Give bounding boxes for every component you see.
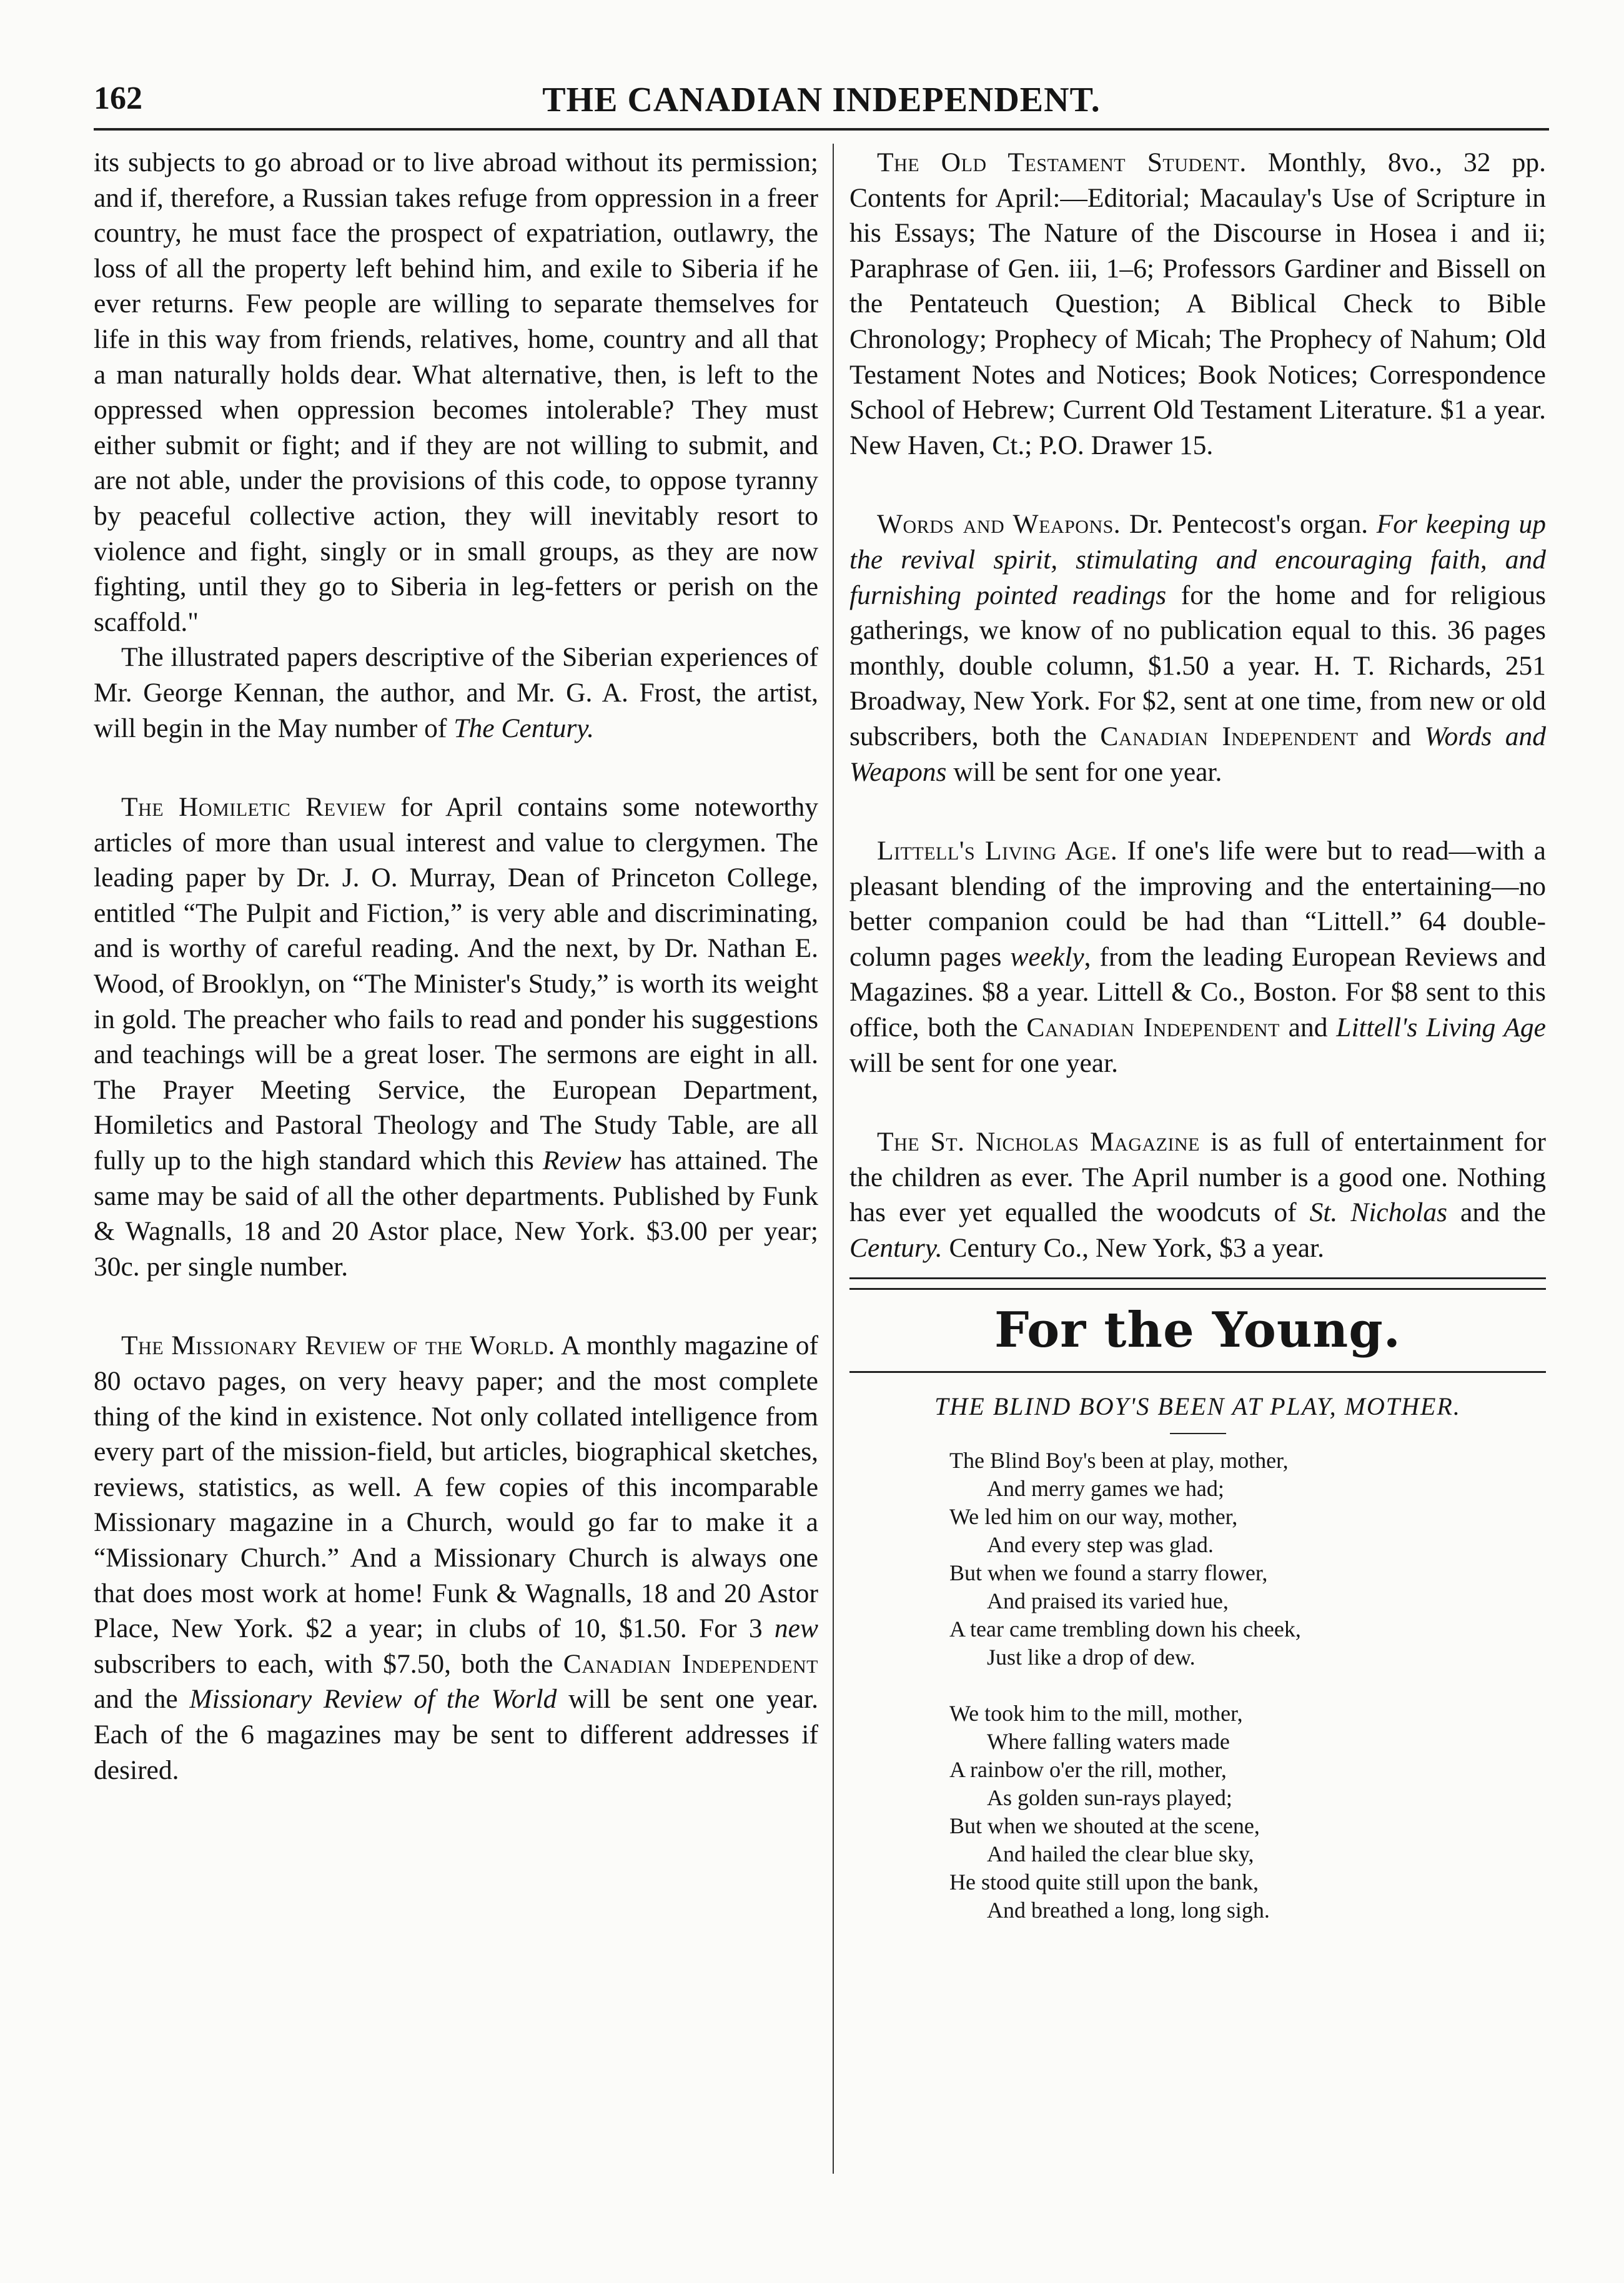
poem-line: The Blind Boy's been at play, mother, (949, 1447, 1289, 1473)
article-continuation: its subjects to go abroad or to live abroad without its permission; and if, therefore, a Russian takes refuge from oppression in a freer country, he must face the prospect of expatriation, outlawry, the loss of all the property left behind him, and exile to Siberia if he ever returns. Few people are willing to separate themselves for life in this way from friends, relatives, home, country and all that a man naturally holds dear. What alternative, then, is left to the oppressed when oppression becomes intolerable? They must either submit or fight; and if they are not willing to submit, and are not able, under the provisions of this code, to oppose tyranny by peaceful collective action, they will inevitably resort to violence and fight, singly or in small groups, as they are now fighting, until they go to Siberia in leg-fetters or perish on the scaffold." (94, 147, 818, 637)
century-notice (94, 640, 818, 746)
missionary-review-notice (94, 1328, 818, 1788)
poem-line: A rainbow o'er the rill, mother, (949, 1756, 1227, 1782)
homiletic-review-title: The Homiletic Review (121, 792, 386, 823)
running-head: THE CANADIAN INDEPENDENT. (542, 81, 1101, 119)
poem-line: And hailed the clear blue sky, (987, 1841, 1254, 1866)
st-nicholas-italic: St. Nicholas (1309, 1197, 1447, 1228)
new-italic: new (774, 1613, 818, 1644)
poem-line: Where falling waters made (987, 1728, 1230, 1754)
missionary-review-text-4: will be sent one year. Each of the 6 magazines may be sent to different addresses if desired. (94, 1684, 818, 1785)
right-column (849, 145, 1546, 1924)
missionary-review-title: The Missionary Review of the World. (121, 1330, 555, 1361)
words-weapons-text-2: for the home and for religious gatherings, we know of no publication equal to this. 36 pages monthly, double column, $1.50 a year. H. T. Richards, 251 Broadway, New York. For $2, sent at one time, from new or old subscribers, both the (849, 580, 1546, 751)
littell-italic-title: Littell's Living Age (1336, 1013, 1546, 1043)
poem-line: And every step was glad. (987, 1532, 1214, 1557)
homiletic-review-text: for April contains some noteworthy articles of more than usual interest and value to clergymen. The leading paper by Dr. J. O. Murray, Dean of Princeton College, entitled “The Pulpit and Fiction,” is very able and discriminating, and is worthy of careful reading. And the next, by Dr. Nathan E. Wood, of Brooklyn, on “The Minister's Study,” is worth its weight in gold. The preacher who fails to read and ponder his suggestions and teachings will be a great loser. The sermons are eight in all. The Prayer Meeting Service, the European Department, Homiletics and Pastoral Theology and The Study Table, are all fully up to the high standard which this (94, 792, 818, 1176)
poem-line: And merry games we had; (987, 1475, 1224, 1501)
st-nicholas-text-2: and the (1447, 1197, 1546, 1228)
poem-line: And praised its varied hue, (987, 1588, 1229, 1613)
missionary-review-text-3: and the (94, 1684, 190, 1715)
century-notice-text: The illustrated papers descriptive of the Siberian experiences of Mr. George Kennan, the author, and Mr. G. A. Frost, the artist, will begin in the May number of (94, 642, 818, 743)
words-weapons-text: Dr. Pentecost's organ. (1121, 509, 1377, 540)
old-testament-notice (849, 145, 1546, 463)
poem-line: And breathed a long, long sigh. (987, 1897, 1270, 1923)
century-italic: Century. (849, 1233, 943, 1264)
st-nicholas-notice (849, 1124, 1546, 1265)
words-weapons-title: Words and Weapons. (877, 509, 1121, 540)
page-header (94, 80, 1549, 124)
review-italic: Review (542, 1146, 621, 1176)
poem-line: We led him on our way, mother, (949, 1503, 1238, 1529)
spacer (849, 463, 1546, 507)
words-weapons-text-3: and (1358, 721, 1425, 751)
homiletic-review-text-end: has attained. The same may be said of all the other departments. Published by Funk & Wagnalls, 18 and 20 Astor place, New York. $3.00 per year; 30c. per single number. (94, 1146, 818, 1282)
words-weapons-notice (849, 507, 1546, 790)
st-nicholas-text-3: Century Co., New York, $3 a year. (942, 1233, 1324, 1264)
poem (849, 1447, 1546, 1924)
missionary-review-text: A monthly magazine of 80 octavo pages, on very heavy paper; and the most complete thing of the kind in existence. Not only collated intelligence from every part of the mission-field, but articles, biographical sketches, reviews, statistics, as well. A few copies of this incomparable Missionary magazine in a Church, would go far to make it a “Missionary Church.” And a Missionary Church is always one that does most work at home! Funk & Wagnalls, 18 and 20 Astor Place, New York. $2 a year; in clubs of 10, $1.50. For 3 (94, 1330, 818, 1644)
homiletic-review-notice (94, 790, 818, 1284)
canadian-independent-name: Canadian Independent (563, 1648, 818, 1679)
left-column (94, 145, 818, 1788)
canadian-independent-name: Canadian Independent (1026, 1013, 1280, 1043)
stanza-gap (949, 1671, 1546, 1700)
littell-text-3: and (1279, 1013, 1337, 1043)
spacer (849, 1081, 1546, 1124)
words-weapons-italic-title: Words and Weapons (849, 721, 1546, 787)
littell-text-2: , from the leading European Reviews and Magazines. $8 a year. Littell & Co., Boston. For $8 sent to this office, both the (849, 941, 1546, 1043)
littell-text-4: will be sent for one year. (849, 1047, 1119, 1078)
section-rule (849, 1371, 1546, 1373)
st-nicholas-text: is as full of entertainment for the children as ever. The April number is a good one. Nothing has ever yet equalled the woodcuts of (849, 1127, 1546, 1228)
poem-line: A tear came trembling down his cheek, (949, 1616, 1301, 1642)
spacer (94, 1284, 818, 1328)
column-divider (833, 144, 834, 2174)
poem-title-rule (1170, 1433, 1226, 1434)
words-weapons-text-4: will be sent for one year. (946, 756, 1222, 787)
spacer (94, 746, 818, 790)
section-heading: For the Young. (994, 1301, 1401, 1359)
canadian-independent-name: Canadian Independent (1100, 721, 1359, 751)
poem-line: Just like a drop of dew. (987, 1644, 1196, 1670)
littell-title: Littell's Living Age. (877, 836, 1118, 866)
missionary-review-text-2: subscribers to each, with $7.50, both the (94, 1648, 563, 1679)
poem-line: We took him to the mill, mother, (949, 1700, 1243, 1726)
spacer (849, 790, 1546, 833)
weekly-italic: weekly (1010, 941, 1084, 972)
old-testament-text: Monthly, 8vo., 32 pp. Contents for April:—Editorial; Macaulay's Use of Scripture in his Essays; The Nature of the Discourse in Hosea i and ii; Paraphrase of Gen. iii, 1–6; Professors Gardiner and Bissell on the Pentateuch Question; A Biblical Check to Bible Chronology; Prophecy of Micah; The Prophecy of Nahum; Old Testament Notes and Notices; Book Notices; Correspondence School of Hebrew; Current Old Testament Literature. $1 a year. New Haven, Ct.; P.O. Drawer 15. (849, 147, 1546, 460)
century-title: The Century. (453, 713, 595, 743)
poem-line: But when we shouted at the scene, (949, 1813, 1260, 1838)
poem-line: But when we found a starry flower, (949, 1560, 1268, 1585)
poem-title: THE BLIND BOY'S BEEN AT PLAY, MOTHER. (934, 1392, 1461, 1420)
header-rule (94, 128, 1549, 131)
littell-text: If one's life were but to read—with a pleasant blending of the improving and the entertaining—no better companion could be had than “Littell.” 64 double-column pages (849, 836, 1546, 972)
missionary-review-italic-title: Missionary Review of the World (189, 1684, 557, 1715)
littell-notice (849, 833, 1546, 1081)
words-weapons-italic: For keeping up the revival spirit, stimulating and encouraging faith, and furnishing pointed readings (849, 509, 1546, 610)
poem-line: He stood quite still upon the bank, (949, 1869, 1259, 1894)
st-nicholas-title: The St. Nicholas Magazine (877, 1127, 1200, 1157)
old-testament-title: The Old Testament Student. (877, 147, 1247, 177)
section-double-rule (849, 1277, 1546, 1290)
page-number: 162 (94, 81, 142, 116)
poem-line: As golden sun-rays played; (987, 1785, 1232, 1810)
